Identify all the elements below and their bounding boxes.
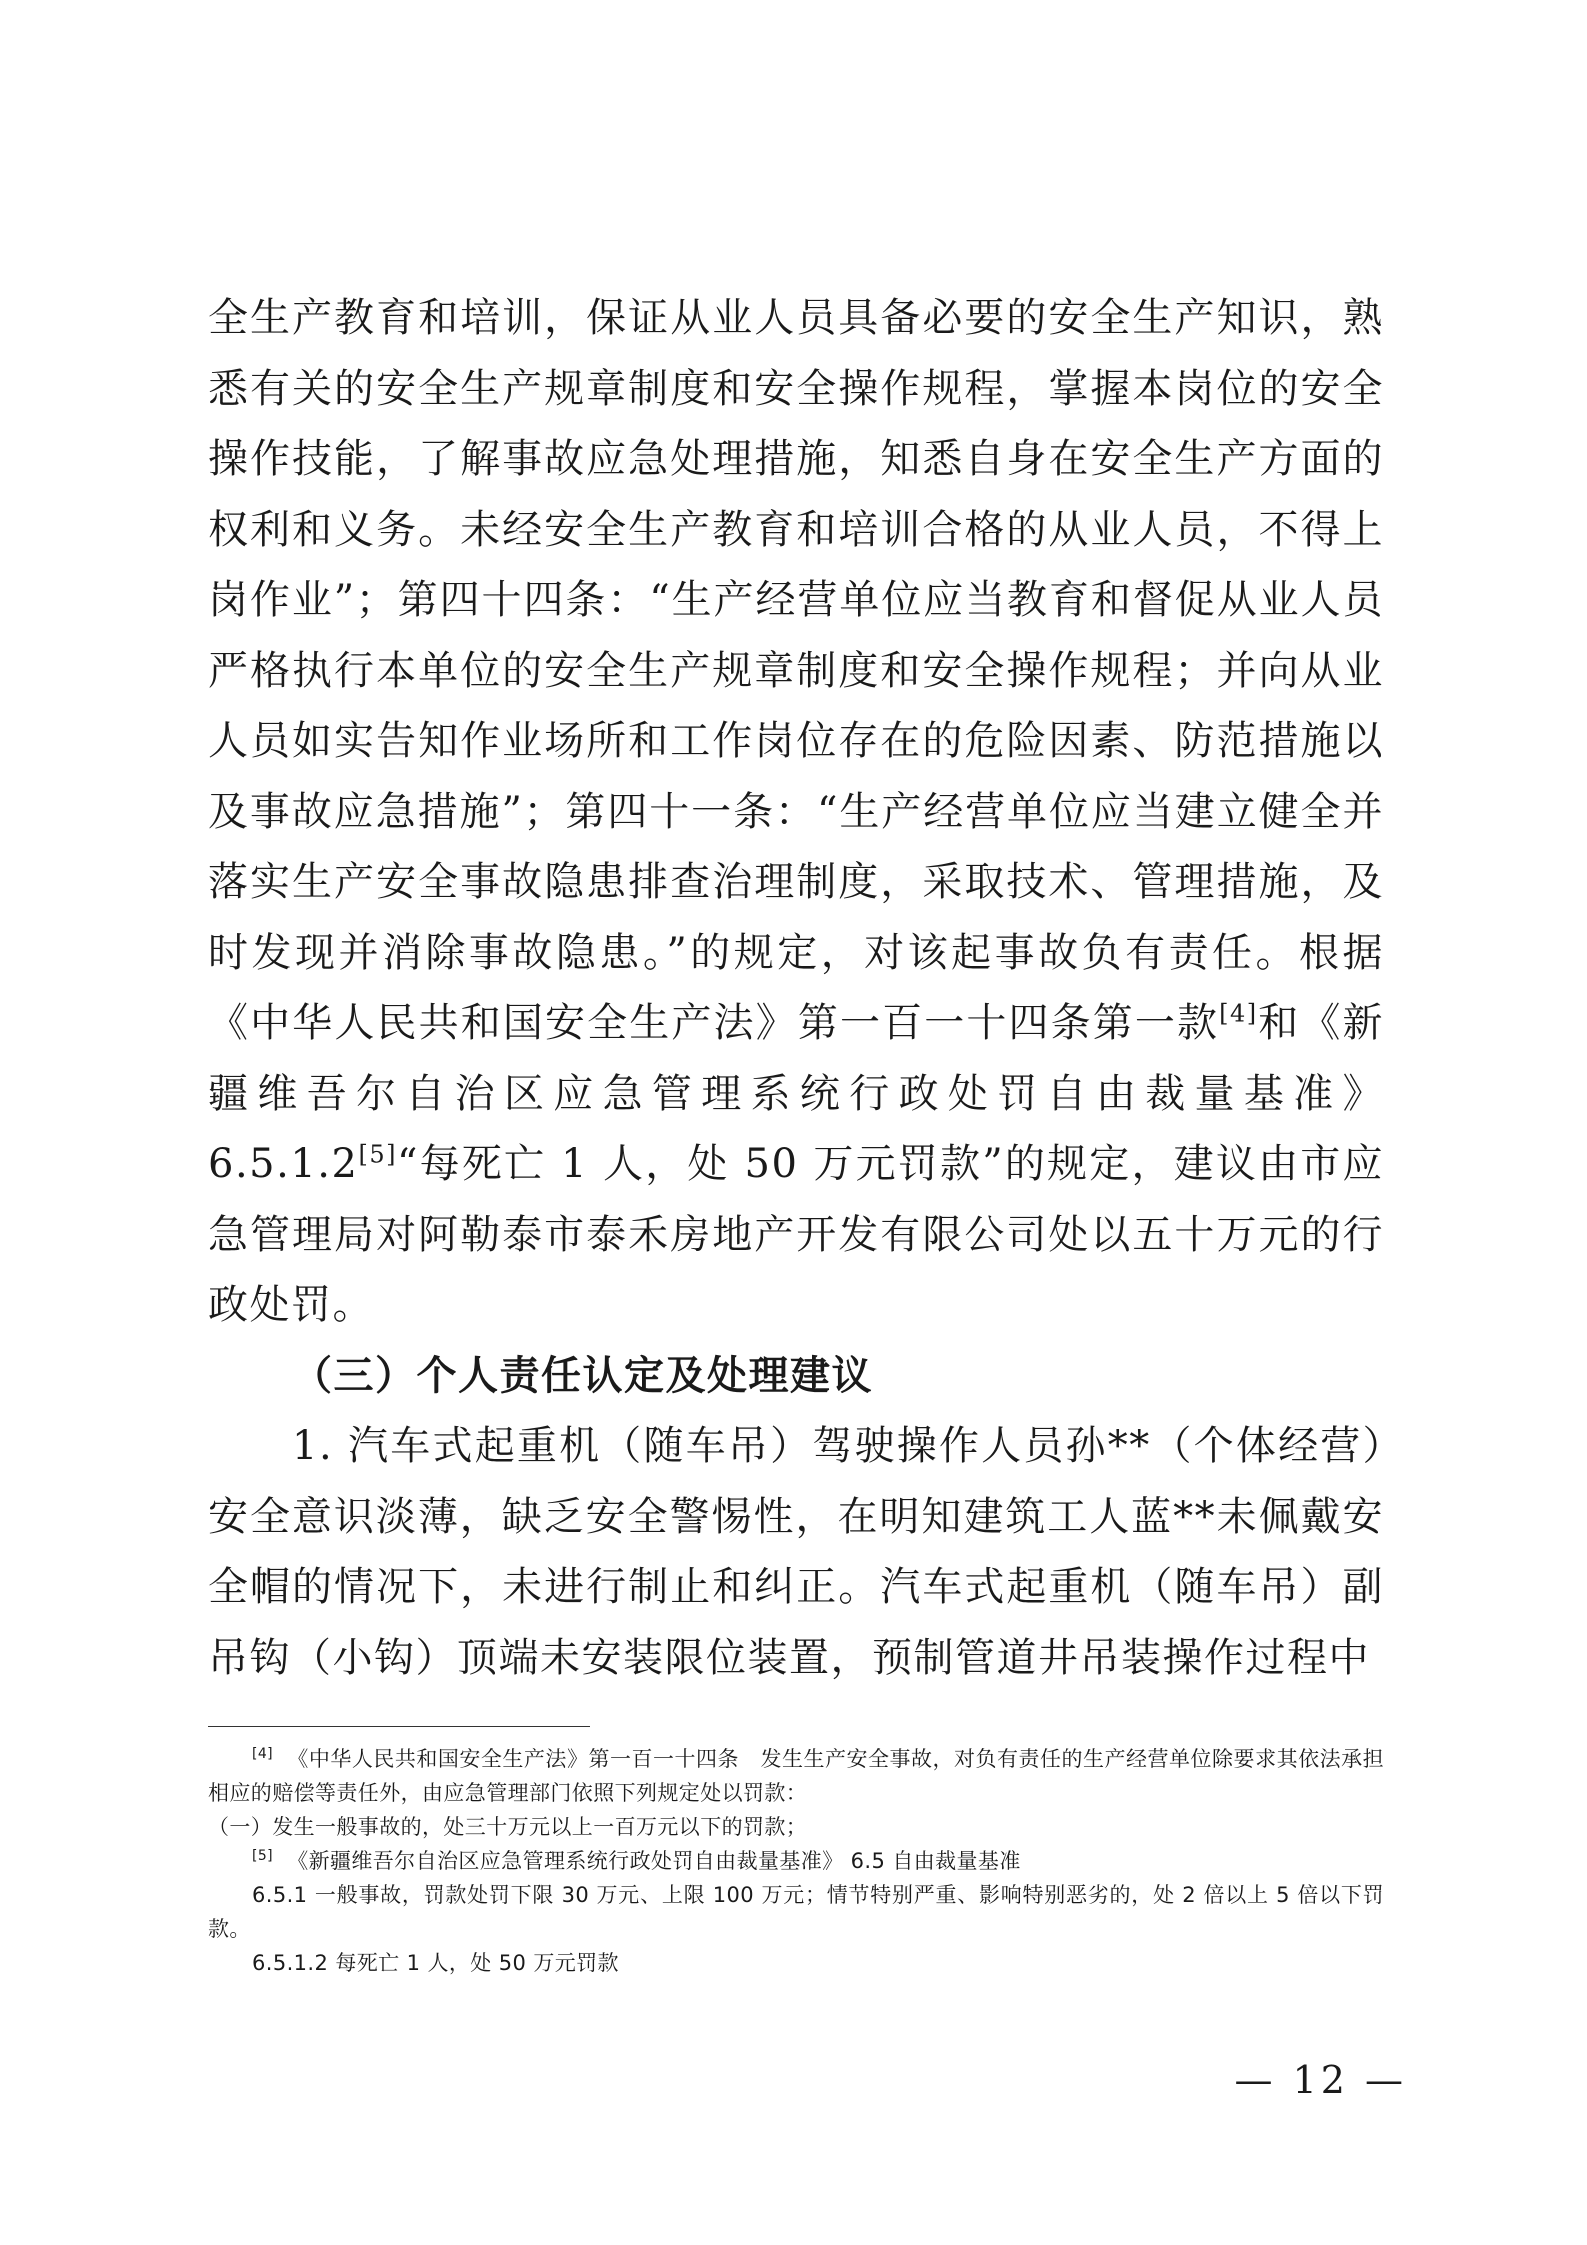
footnote-divider [208,1726,590,1727]
footnote-ref-5[interactable]: [5] [358,1140,397,1169]
footnote-5-text: 《新疆维吾尔自治区应急管理系统行政处罚自由裁量基准》 6.5 自由裁量基准 [287,1849,1021,1873]
footnote-5 [208,1844,1384,1878]
body-paragraph-2: 1. 汽车式起重机（随车吊）驾驶操作人员孙**（个体经营）安全意识淡薄，缺乏安全警惕性，在明知建筑工人蓝**未佩戴安全帽的情况下，未进行制止和纠正。汽车式起重机（随车吊）副吊钩（小钩）顶端未安装限位装置，预制管道井吊装操作过程中 [208,1423,1384,1681]
footnote-4-mark: [4] [252,1746,274,1762]
footnote-5-item-2: 6.5.1.2 每死亡 1 人，处 50 万元罚款 [252,1951,619,1975]
paragraph-1-text-c: “每死亡 1 人，处 50 万元罚款”的规定，建议由市应急管理局对阿勒泰市泰禾房地产开发有限公司处以五十万元的行政处罚。 [208,1141,1384,1328]
footnote-4-item: （一）发生一般事故的，处三十万元以上一百万元以下的罚款； [208,1815,808,1839]
footnote-4 [208,1742,1384,1810]
footnote-ref-4[interactable]: [4] [1219,999,1258,1028]
paragraph-1-text: 全生产教育和培训，保证从业人员具备必要的安全生产知识，熟悉有关的安全生产规章制度和安全操作规程，掌握本岗位的安全操作技能，了解事故应急处理措施，知悉自身在安全生产方面的权利和义务。未经安全生产教育和培训合格的从业人员，不得上岗作业”；第四十四条：“生产经营单位应当教育和督促从业人员严格执行本单位的安全生产规章制度和安全操作规程；并向从业人员如实告知作业场所和工作岗位存在的危险因素、防范措施以及事故应急措施”；第四十一条：“生产经营单位应当建立健全并落实生产安全事故隐患排查治理制度，采取技术、管理措施，及时发现并消除事故隐患。”的规定，对该起事故负有责任。根据《中华人民共和国安全生产法》第一百一十四条第一款 [208,295,1384,1046]
paragraph-1-text-b: 和《新疆维吾尔自治区应急管理系统行政处罚自由裁量基准》6.5.1.2 [208,1000,1385,1187]
footnotes [208,1742,1384,1980]
footnote-4-text: 《中华人民共和国安全生产法》第一百一十四条 发生生产安全事故，对负有责任的生产经营单位除要求其依法承担相应的赔偿等责任外，由应急管理部门依照下列规定处以罚款： [208,1747,1384,1805]
footnote-5-item-1: 6.5.1 一般事故，罚款处罚下限 30 万元、上限 100 万元；情节特别严重、影响特别恶劣的，处 2 倍以上 5 倍以下罚款。 [208,1883,1384,1941]
body-paragraph-1 [208,283,1384,1341]
body-text [208,283,1384,1693]
page-number: — 12 — [1234,2058,1407,2102]
footnote-5-mark: [5] [252,1848,274,1864]
section-heading: （三）个人责任认定及处理建议 [292,1352,873,1399]
